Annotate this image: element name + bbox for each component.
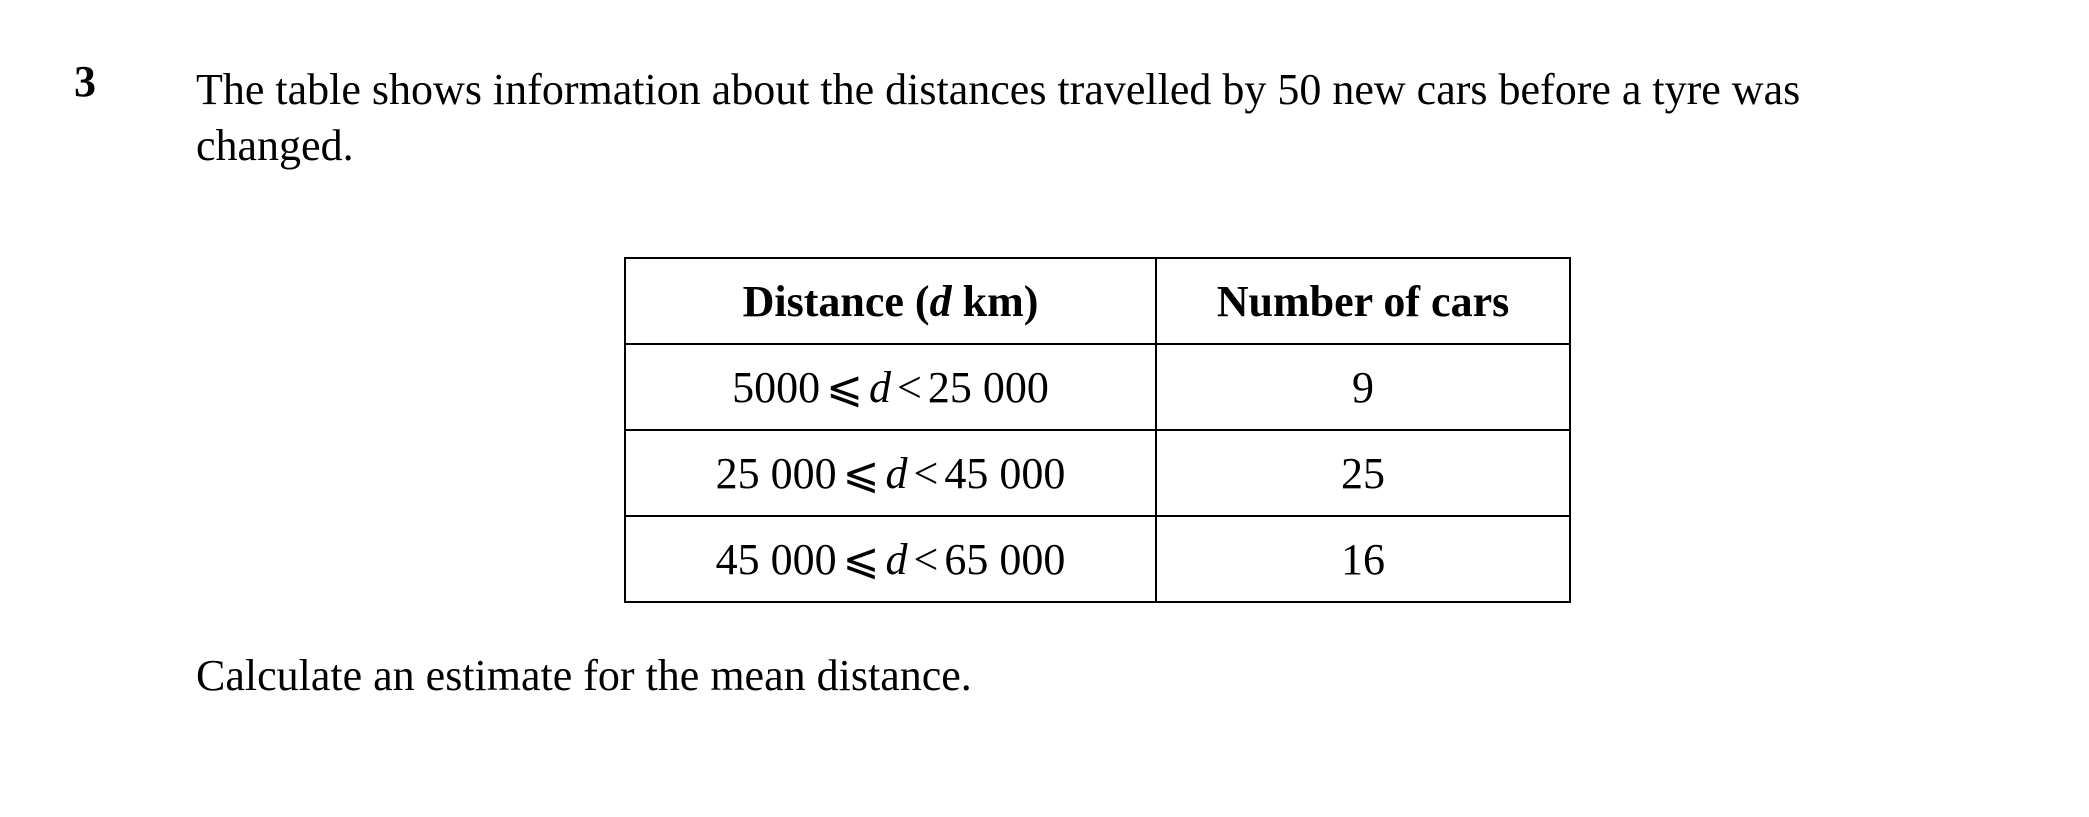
range-variable: d — [885, 448, 908, 498]
distance-frequency-table — [624, 257, 1571, 603]
car-count-cell: 9 — [1156, 344, 1570, 430]
distance-header-prefix: Distance ( — [742, 276, 930, 326]
range-upper: 65 000 — [944, 534, 1066, 584]
range-variable: d — [869, 362, 892, 412]
le-symbol: ⩽ — [842, 534, 880, 584]
lt-symbol: < — [897, 362, 922, 412]
intro-line-2: changed. — [196, 121, 354, 170]
lt-symbol: < — [913, 448, 939, 498]
car-count-cell: 25 — [1156, 430, 1570, 516]
range-upper: 45 000 — [944, 448, 1066, 498]
intro-line-1: The table shows information about the distances travelled by 50 new cars before a tyre was — [196, 65, 1801, 114]
count-column-header: Number of cars — [1156, 258, 1570, 344]
task-instruction: Calculate an estimate for the mean distance. — [196, 651, 972, 700]
range-variable: d — [885, 534, 908, 584]
distance-header-variable: d — [929, 276, 952, 326]
table-row — [625, 516, 1570, 602]
car-count-cell: 16 — [1156, 516, 1570, 602]
table-header-row — [625, 258, 1570, 344]
table-row — [625, 344, 1570, 430]
table-row — [625, 430, 1570, 516]
range-lower: 45 000 — [715, 534, 837, 584]
le-symbol: ⩽ — [842, 448, 880, 498]
distance-column-header — [625, 258, 1156, 344]
question-intro — [196, 62, 2046, 174]
range-upper: 25 000 — [927, 362, 1049, 412]
distance-range-cell — [625, 344, 1156, 430]
question-number: 3 — [74, 57, 96, 106]
range-lower: 5000 — [732, 362, 821, 412]
distance-range-cell — [625, 516, 1156, 602]
le-symbol: ⩽ — [826, 362, 864, 412]
distance-range-cell — [625, 430, 1156, 516]
lt-symbol: < — [913, 534, 939, 584]
range-lower: 25 000 — [715, 448, 837, 498]
distance-header-suffix: km) — [951, 276, 1039, 326]
